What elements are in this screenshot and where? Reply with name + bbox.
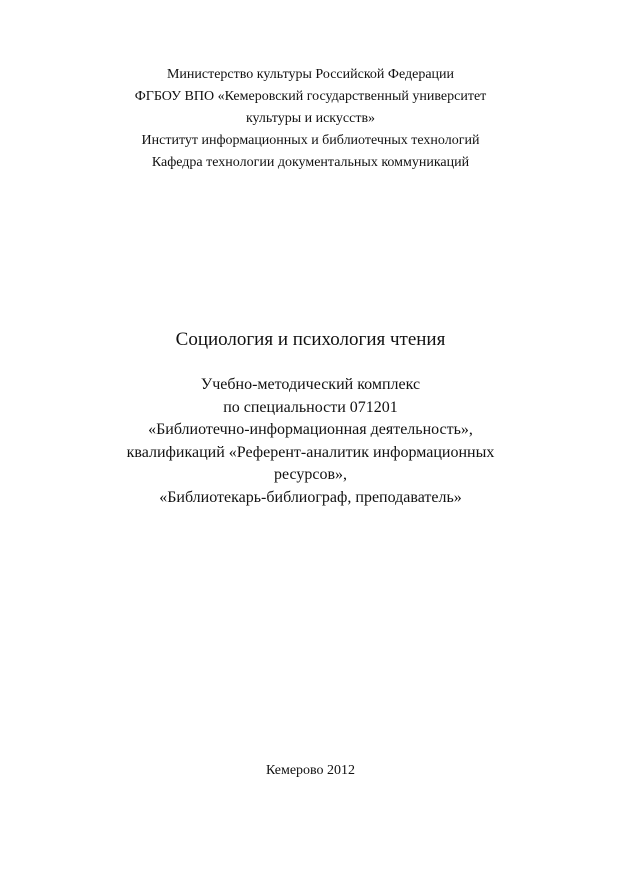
subtitle-line-specialty: по специальности 071201 [223,398,398,416]
university-line: ФГБОУ ВПО «Кемеровский государственный университет [134,89,487,104]
document-subtitle [0,374,621,509]
institution-header [0,64,621,174]
document-title: Социология и психология чтения [175,329,446,350]
department-line: Кафедра технологии документальных коммуникаций [151,155,470,170]
institute-line: Институт информационных и библиотечных технологий [141,133,480,148]
city-year: Кемерово 2012 [265,763,356,778]
subtitle-line-qualification-continued: ресурсов», [273,466,348,483]
university-line-continued: культуры и искусств» [245,111,376,126]
subtitle-line-qualification-second: «Библиотекарь-библиограф, преподаватель» [159,488,462,506]
ministry-line: Министерство культуры Российской Федерации [166,67,455,82]
subtitle-line-specialty-name: «Библиотечно-информационная деятельность», [148,421,473,438]
subtitle-line-qualification: квалификаций «Референт-аналитик информационных [126,443,495,461]
subtitle-line-complex: Учебно-методический комплекс [200,376,421,393]
